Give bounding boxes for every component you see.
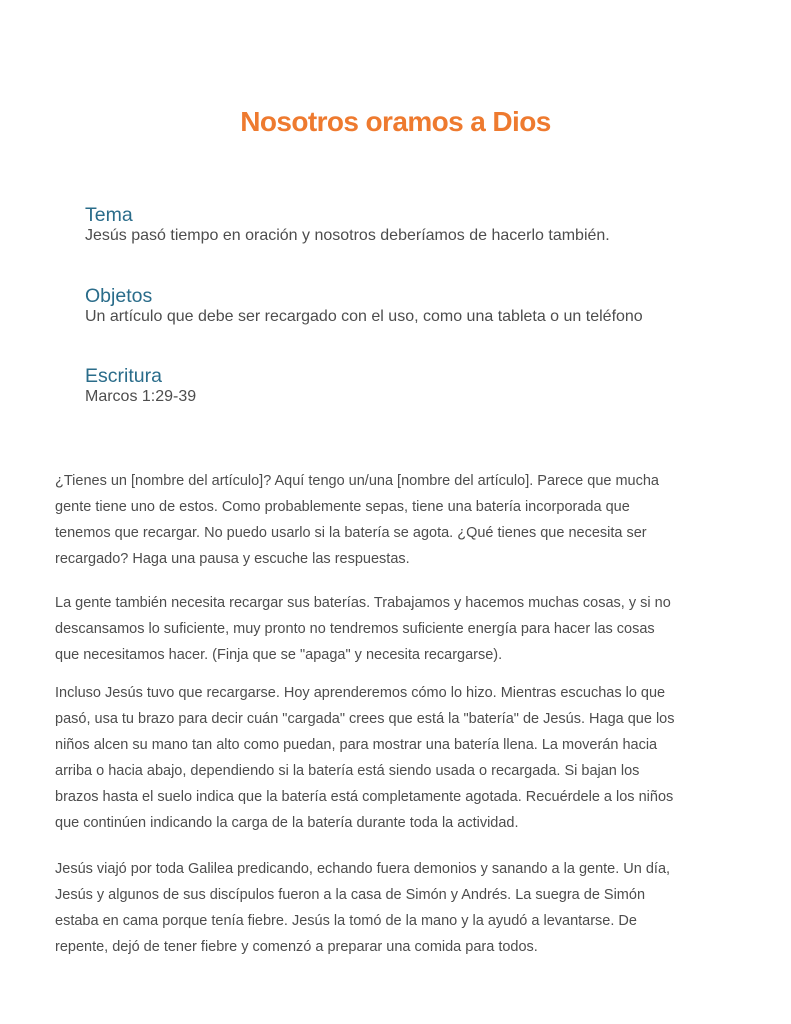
paragraph-line: niños alcen su mano tan alto como puedan, para mostrar una batería llena. La moverán hacia <box>55 737 658 753</box>
paragraph-line: brazos hasta el suelo indica que la batería está completamente agotada. Recuérdele a los niños <box>55 789 674 805</box>
paragraph-line: recargado? Haga una pausa y escuche las respuestas. <box>55 551 410 567</box>
section-text: Jesús pasó tiempo en oración y nosotros deberíamos de hacerlo también. <box>85 227 610 244</box>
section-text: Un artículo que debe ser recargado con el uso, como una tableta o un teléfono <box>85 308 643 325</box>
section-escritura <box>85 365 765 407</box>
paragraph-line: repente, dejó de tener fiebre y comenzó a preparar una comida para todos. <box>55 939 538 955</box>
paragraph-line: que necesitamos hacer. (Finja que se "apaga" y necesita recargarse). <box>55 647 503 663</box>
paragraph-line: arriba o hacia abajo, dependiendo si la batería está siendo usada o recargada. Si bajan los <box>55 763 640 779</box>
body-paragraph-2 <box>55 590 755 668</box>
section-text: Marcos 1:29-39 <box>85 388 197 405</box>
paragraph-line: Incluso Jesús tuvo que recargarse. Hoy aprenderemos cómo lo hizo. Mientras escuchas lo que <box>55 685 666 701</box>
paragraph-line: La gente también necesita recargar sus baterías. Trabajamos y hacemos muchas cosas, y si no <box>55 595 671 611</box>
body-paragraph-4 <box>55 856 755 960</box>
section-heading: Objetos <box>85 285 153 307</box>
paragraph-line: tenemos que recargar. No puedo usarlo si la batería se agota. ¿Qué tienes que necesita ser <box>55 525 647 541</box>
paragraph-line: que continúen indicando la carga de la batería durante toda la actividad. <box>55 815 519 831</box>
paragraph-line: Jesús viajó por toda Galilea predicando, echando fuera demonios y sanando a la gente. Un día, <box>55 861 671 877</box>
paragraph-line: descansamos lo suficiente, muy pronto no tendremos suficiente energía para hacer las cosas <box>55 621 655 637</box>
paragraph-line: gente tiene uno de estos. Como probablemente sepas, tiene una batería incorporada que <box>55 499 630 515</box>
section-objetos <box>85 285 765 327</box>
body-paragraph-1 <box>55 468 755 572</box>
paragraph-line: ¿Tienes un [nombre del artículo]? Aquí tengo un/una [nombre del artículo]. Parece que mucha <box>55 473 659 489</box>
section-heading: Tema <box>85 204 133 226</box>
section-heading: Escritura <box>85 365 162 387</box>
page-title: Nosotros oramos a Dios <box>240 106 551 137</box>
paragraph-line: Jesús y algunos de sus discípulos fueron a la casa de Simón y Andrés. La suegra de Simón <box>55 887 646 903</box>
body-paragraph-3 <box>55 680 755 836</box>
section-tema <box>85 204 765 246</box>
paragraph-line: pasó, usa tu brazo para decir cuán "cargada" crees que está la "batería" de Jesús. Haga que los <box>55 711 675 727</box>
paragraph-line: estaba en cama porque tenía fiebre. Jesús la tomó de la mano y la ayudó a levantarse. De <box>55 913 637 929</box>
